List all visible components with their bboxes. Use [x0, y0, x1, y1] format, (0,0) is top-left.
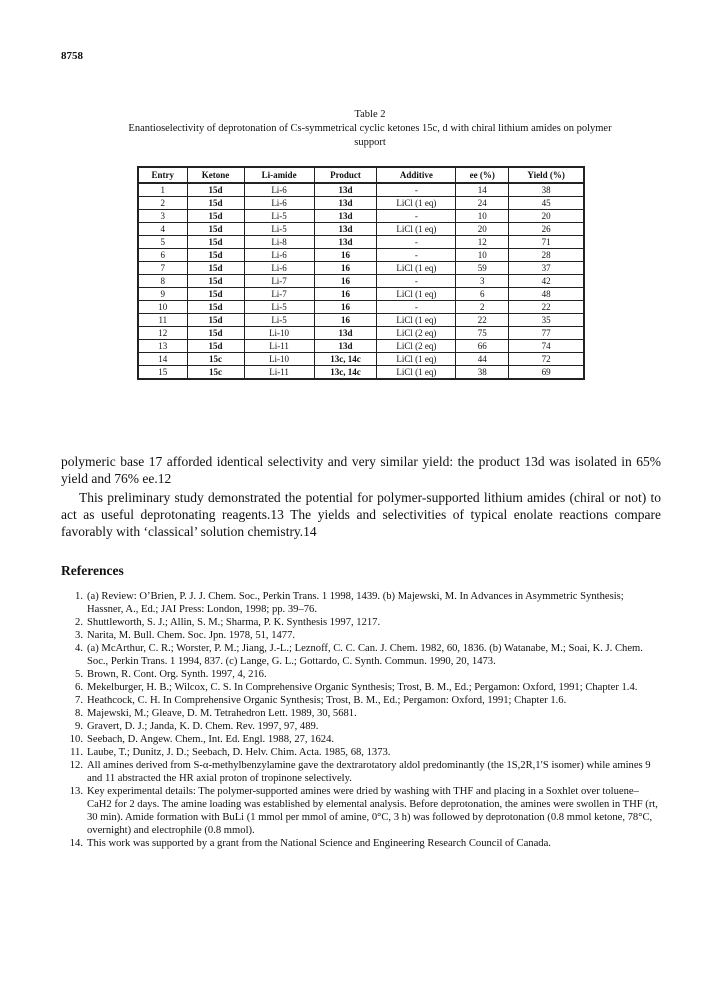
reference-number: 4.: [75, 643, 83, 654]
table-row: [138, 353, 584, 366]
table-cell: -: [377, 249, 456, 262]
table-cell: 12: [138, 327, 187, 340]
paragraph-2: This preliminary study demonstrated the potential for polymer-supported lithium amides (chiral or not) to act as useful deprotonating reagents.13 The yields and selectivities of typical enolate reactions compare favorably with ‘classical’ solution chemistry.14: [61, 490, 661, 539]
table-cell: 77: [509, 327, 584, 340]
table-cell: 20: [456, 223, 509, 236]
reference-item: [61, 590, 661, 616]
table-header-cell: Ketone: [187, 167, 244, 183]
table-cell: 14: [456, 183, 509, 197]
table-row: [138, 366, 584, 380]
table-cell: 75: [456, 327, 509, 340]
table-cell: Li-6: [244, 197, 314, 210]
table-cell: 35: [509, 314, 584, 327]
table-cell: -: [377, 301, 456, 314]
table-cell: 16: [314, 288, 377, 301]
table-cell: 15d: [187, 223, 244, 236]
reference-text: Heathcock, C. H. In Comprehensive Organic Synthesis; Trost, B. M., Ed.; Pergamon: Oxford, 1991; Chapter 1.6.: [87, 695, 567, 706]
table-cell: 11: [138, 314, 187, 327]
table-cell: LiCl (1 eq): [377, 314, 456, 327]
table-cell: 72: [509, 353, 584, 366]
table-cell: 15: [138, 366, 187, 380]
table-row: [138, 301, 584, 314]
reference-item: [61, 668, 661, 681]
reference-text: Brown, R. Cont. Org. Synth. 1997, 4, 216.: [87, 669, 267, 680]
table-cell: 22: [509, 301, 584, 314]
table-row: [138, 340, 584, 353]
table-cell: -: [377, 275, 456, 288]
reference-item: [61, 785, 661, 837]
table-cell: 15d: [187, 236, 244, 249]
table-cell: 15d: [187, 210, 244, 223]
table-cell: 16: [314, 314, 377, 327]
table-cell: 13d: [314, 183, 377, 197]
table-cell: 6: [456, 288, 509, 301]
table-cell: 15d: [187, 197, 244, 210]
table-row: [138, 288, 584, 301]
reference-item: [61, 629, 661, 642]
reference-item: [61, 837, 661, 850]
table-caption-block: [120, 108, 620, 150]
table-caption: Enantioselectivity of deprotonation of Cs-symmetrical cyclic ketones 15c, d with chiral lithium amides on polymer support: [128, 123, 612, 148]
table-cell: 7: [138, 262, 187, 275]
reference-text: (a) McArthur, C. R.; Worster, P. M.; Jiang, J.-L.; Leznoff, C. C. Can. J. Chem. 1982, 60, 1836. (b) Watanabe, M.; Soai, K. J. Chem. Soc., Perkin Trans. 1 1994, 837. (c) Lange, G. L.; Gottardo, C. Synth. Commun. 1990, 20, 1473.: [87, 643, 643, 667]
table-cell: 71: [509, 236, 584, 249]
table-cell: 45: [509, 197, 584, 210]
reference-item: [61, 746, 661, 759]
table-cell: 13c, 14c: [314, 366, 377, 380]
reference-number: 2.: [75, 617, 83, 628]
table-row: [138, 262, 584, 275]
table-cell: Li-7: [244, 288, 314, 301]
reference-text: This work was supported by a grant from the National Science and Engineering Research Council of Canada.: [87, 838, 551, 849]
table-header-cell: Additive: [377, 167, 456, 183]
table-cell: 42: [509, 275, 584, 288]
reference-text: Mekelburger, H. B.; Wilcox, C. S. In Comprehensive Organic Synthesis; Trost, B. M., Ed.; Pergamon: Oxford, 1991; Chapter 1.4.: [87, 682, 638, 693]
reference-number: 13.: [69, 786, 83, 797]
table-row: [138, 327, 584, 340]
table-header-cell: Yield (%): [509, 167, 584, 183]
table-cell: 2: [138, 197, 187, 210]
table-cell: 13: [138, 340, 187, 353]
table-cell: 4: [138, 223, 187, 236]
reference-item: [61, 707, 661, 720]
table-cell: 20: [509, 210, 584, 223]
table-cell: LiCl (2 eq): [377, 327, 456, 340]
reference-item: [61, 759, 661, 785]
table-cell: 13d: [314, 340, 377, 353]
reference-text: Majewski, M.; Gleave, D. M. Tetrahedron Lett. 1989, 30, 5681.: [87, 708, 357, 719]
reference-text: Laube, T.; Dunitz, J. D.; Seebach, D. Helv. Chim. Acta. 1985, 68, 1373.: [87, 747, 391, 758]
reference-number: 3.: [75, 630, 83, 641]
table-cell: 15d: [187, 262, 244, 275]
table-cell: 14: [138, 353, 187, 366]
table-cell: 37: [509, 262, 584, 275]
table-header-cell: Li-amide: [244, 167, 314, 183]
reference-item: [61, 616, 661, 629]
reference-item: [61, 694, 661, 707]
table-cell: 15d: [187, 301, 244, 314]
table-row: [138, 275, 584, 288]
table-cell: 13d: [314, 223, 377, 236]
table-cell: Li-5: [244, 301, 314, 314]
reference-number: 9.: [75, 721, 83, 732]
table-cell: 16: [314, 262, 377, 275]
table-row: [138, 197, 584, 210]
reference-text: Seebach, D. Angew. Chem., Int. Ed. Engl. 1988, 27, 1624.: [87, 734, 335, 745]
table-cell: 15d: [187, 327, 244, 340]
table-cell: -: [377, 183, 456, 197]
reference-item: [61, 681, 661, 694]
references-heading: References: [61, 563, 124, 578]
table-cell: -: [377, 210, 456, 223]
reference-number: 10.: [69, 734, 83, 745]
table-header-cell: ee (%): [456, 167, 509, 183]
paragraph-1: polymeric base 17 afforded identical selectivity and very similar yield: the product 13d was isolated in 65% yield and 76% ee.12: [61, 454, 661, 486]
table-row: [138, 314, 584, 327]
table-cell: 44: [456, 353, 509, 366]
table-cell: 10: [138, 301, 187, 314]
table-cell: 3: [456, 275, 509, 288]
reference-text: Key experimental details: The polymer-supported amines were dried by washing with THF and placing in a Soxhlet over toluene–CaH2 for 2 days. The amine loading was established by elemental analysis. Before deprotonation, the amines were swollen in THF (rt, 30 min). Amide formation with BuLi (1 mmol per mmol of amine, 0°C, 3 h) was followed by deprotonation (0.8 mmol ketone, 78°C, overnight) and electrophile (0.8 mmol).: [87, 786, 658, 836]
table-cell: 13d: [314, 210, 377, 223]
reference-number: 7.: [75, 695, 83, 706]
table-cell: 48: [509, 288, 584, 301]
table-header-row: [138, 167, 584, 183]
results-table: [137, 166, 585, 380]
table-cell: 15c: [187, 353, 244, 366]
table-cell: Li-10: [244, 353, 314, 366]
table-row: [138, 236, 584, 249]
reference-text: Shuttleworth, S. J.; Allin, S. M.; Sharma, P. K. Synthesis 1997, 1217.: [87, 617, 381, 628]
table-cell: 16: [314, 275, 377, 288]
table-cell: Li-6: [244, 249, 314, 262]
table-cell: LiCl (1 eq): [377, 366, 456, 380]
table-cell: 2: [456, 301, 509, 314]
references-list: [61, 590, 661, 850]
table-cell: 12: [456, 236, 509, 249]
table-cell: 22: [456, 314, 509, 327]
reference-number: 8.: [75, 708, 83, 719]
table-cell: 15c: [187, 366, 244, 380]
table-header-cell: Product: [314, 167, 377, 183]
table-row: [138, 223, 584, 236]
table-cell: 38: [509, 183, 584, 197]
table-cell: 1: [138, 183, 187, 197]
table-cell: 74: [509, 340, 584, 353]
table-cell: LiCl (1 eq): [377, 353, 456, 366]
table-cell: 28: [509, 249, 584, 262]
table-cell: LiCl (1 eq): [377, 223, 456, 236]
table-cell: 15d: [187, 288, 244, 301]
reference-number: 5.: [75, 669, 83, 680]
reference-number: 1.: [75, 591, 83, 602]
table-cell: LiCl (1 eq): [377, 197, 456, 210]
table-cell: LiCl (1 eq): [377, 288, 456, 301]
table-body: [138, 183, 584, 379]
table-cell: 66: [456, 340, 509, 353]
table-cell: 13d: [314, 327, 377, 340]
table-cell: 15d: [187, 249, 244, 262]
reference-text: (a) Review: O’Brien, P. J. J. Chem. Soc., Perkin Trans. 1 1998, 1439. (b) Majewski, M. In Advances in Asymmetric Synthesis; Hassner, A., Ed.; JAI Press: London, 1998; pp. 39–76.: [87, 591, 624, 615]
reference-text: All amines derived from S-α-methylbenzylamine gave the dextrarotatory aldol predominantly (the 1S,2R,1′S isomer) while amines 9 and 11 abstracted the HR axial proton of tropinone selectively.: [87, 760, 651, 784]
table-cell: -: [377, 236, 456, 249]
table-header-cell: Entry: [138, 167, 187, 183]
table-row: [138, 210, 584, 223]
table-cell: 10: [456, 210, 509, 223]
table-cell: LiCl (1 eq): [377, 262, 456, 275]
page-number: 8758: [61, 50, 83, 62]
table-cell: 38: [456, 366, 509, 380]
table-cell: Li-8: [244, 236, 314, 249]
table-cell: 15d: [187, 275, 244, 288]
reference-number: 14.: [69, 838, 83, 849]
table-cell: 6: [138, 249, 187, 262]
table-cell: 16: [314, 301, 377, 314]
reference-number: 6.: [75, 682, 83, 693]
table-cell: 26: [509, 223, 584, 236]
table-cell: Li-5: [244, 210, 314, 223]
table-cell: Li-11: [244, 340, 314, 353]
table-cell: 15d: [187, 340, 244, 353]
table-cell: 8: [138, 275, 187, 288]
table-cell: LiCl (2 eq): [377, 340, 456, 353]
table-cell: 69: [509, 366, 584, 380]
table-cell: 3: [138, 210, 187, 223]
table-cell: 5: [138, 236, 187, 249]
table-cell: 15d: [187, 314, 244, 327]
reference-item: [61, 642, 661, 668]
table-cell: Li-5: [244, 223, 314, 236]
reference-text: Gravert, D. J.; Janda, K. D. Chem. Rev. 1997, 97, 489.: [87, 721, 319, 732]
reference-text: Narita, M. Bull. Chem. Soc. Jpn. 1978, 51, 1477.: [87, 630, 296, 641]
table-cell: Li-10: [244, 327, 314, 340]
table-cell: 59: [456, 262, 509, 275]
table-cell: 24: [456, 197, 509, 210]
table-cell: 16: [314, 249, 377, 262]
table-cell: 13d: [314, 236, 377, 249]
table-cell: 13d: [314, 197, 377, 210]
table-row: [138, 249, 584, 262]
table-cell: Li-11: [244, 366, 314, 380]
table-cell: 15d: [187, 183, 244, 197]
table-row: [138, 183, 584, 197]
reference-item: [61, 720, 661, 733]
table-cell: 13c, 14c: [314, 353, 377, 366]
reference-item: [61, 733, 661, 746]
reference-number: 11.: [70, 747, 83, 758]
reference-number: 12.: [69, 760, 83, 771]
table-number: Table 2: [354, 109, 386, 120]
table-cell: Li-6: [244, 183, 314, 197]
table-cell: Li-5: [244, 314, 314, 327]
table-cell: Li-7: [244, 275, 314, 288]
table-cell: 10: [456, 249, 509, 262]
table-cell: 9: [138, 288, 187, 301]
table-cell: Li-6: [244, 262, 314, 275]
